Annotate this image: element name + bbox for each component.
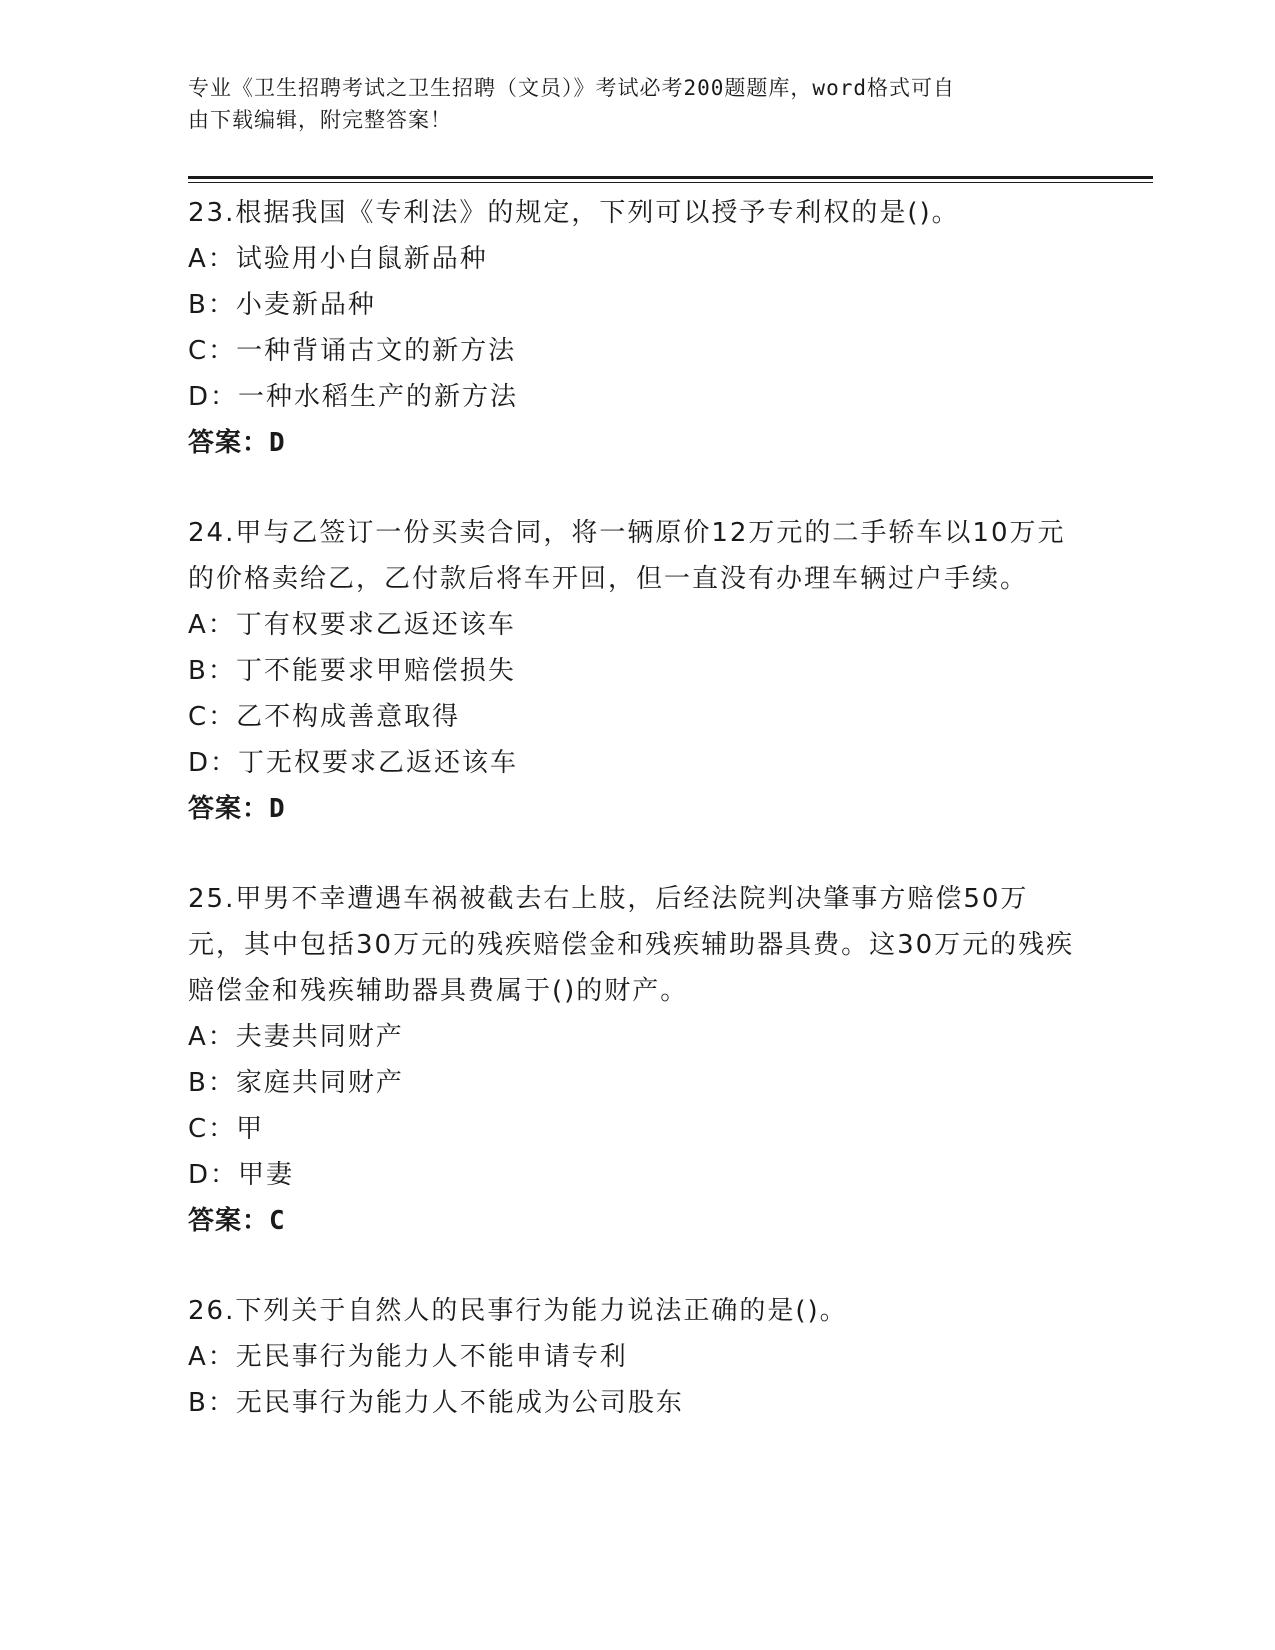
header-line-1: 专业《卫生招聘考试之卫生招聘（文员）》考试必考200题题库，word格式可自 [188,76,955,100]
question-24 [188,510,1078,832]
option-b: B：无民事行为能力人不能成为公司股东 [188,1388,684,1418]
option-d: D：一种水稻生产的新方法 [188,382,519,412]
question-text: 23.根据我国《专利法》的规定，下列可以授予专利权的是()。 [188,198,960,228]
question-26 [188,1288,1078,1426]
header-line-2: 由下载编辑，附完整答案！ [188,108,452,132]
question-text: 24.甲与乙签订一份买卖合同，将一辆原价12万元的二手轿车以10万元的价格卖给乙，乙付款后将车开回，但一直没有办理车辆过户手续。 [188,518,1066,594]
option-b: B：小麦新品种 [188,290,376,320]
option-a: A：丁有权要求乙返还该车 [188,610,516,640]
option-a: A：无民事行为能力人不能申请专利 [188,1342,628,1372]
question-text: 25.甲男不幸遭遇车祸被截去右上肢，后经法院判决肇事方赔偿50万元，其中包括30万元的残疾赔偿金和残疾辅助器具费。这30万元的残疾赔偿金和残疾辅助器具费属于()的财产。 [188,884,1075,1006]
option-a: A：试验用小白鼠新品种 [188,244,488,274]
document-header [188,72,1068,136]
answer: 答案：D [188,794,286,824]
answer: 答案：D [188,428,286,458]
option-d: D：丁无权要求乙返还该车 [188,748,519,778]
header-divider-thick [188,176,1153,179]
option-b: B：丁不能要求甲赔偿损失 [188,656,516,686]
option-b: B：家庭共同财产 [188,1068,404,1098]
option-d: D：甲妻 [188,1160,295,1190]
question-list [188,190,1078,1470]
answer: 答案：C [188,1206,286,1236]
question-23 [188,190,1078,466]
question-text: 26.下列关于自然人的民事行为能力说法正确的是()。 [188,1296,848,1326]
header-divider-thin [188,182,1153,183]
option-a: A：夫妻共同财产 [188,1022,404,1052]
question-25 [188,876,1078,1244]
option-c: C：甲 [188,1114,265,1144]
option-c: C：一种背诵古文的新方法 [188,336,517,366]
option-c: C：乙不构成善意取得 [188,702,461,732]
